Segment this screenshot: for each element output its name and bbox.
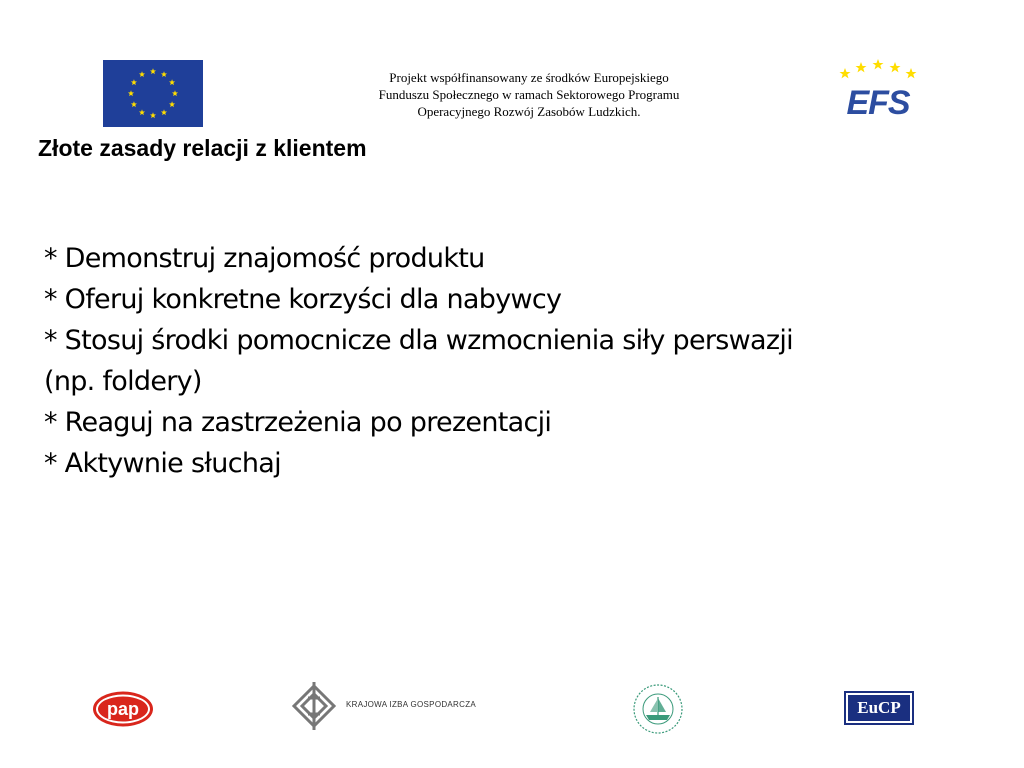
efs-logo-icon	[828, 58, 928, 122]
efs-logo-text: EFS	[846, 84, 910, 122]
eu-flag-icon	[103, 60, 203, 127]
eu-star-icon	[161, 109, 167, 115]
eu-star-icon	[131, 79, 137, 85]
kig-logo-text: KRAJOWA IZBA GOSPODARCZA	[346, 700, 477, 709]
sgh-seal-icon	[632, 683, 684, 735]
project-funding-text	[300, 69, 758, 120]
eu-star-icon	[150, 68, 156, 74]
bullet-item: * Reaguj na zastrzeżenia po prezentacji	[44, 407, 552, 438]
bullet-item: * Oferuj konkretne korzyści dla nabywcy	[44, 284, 562, 315]
eu-star-icon	[139, 109, 145, 115]
eu-star-icon	[172, 90, 178, 96]
bullet-item: * Stosuj środki pomocnicze dla wzmocnienia siły perswazji	[44, 325, 793, 356]
project-line: Funduszu Społecznego w ramach Sektorowego Programu	[378, 87, 680, 102]
eu-star-icon	[139, 71, 145, 77]
eu-star-icon	[128, 90, 134, 96]
eu-star-icon	[150, 112, 156, 118]
eu-star-icon	[131, 101, 137, 107]
eu-star-icon	[161, 71, 167, 77]
project-line: Operacyjnego Rozwój Zasobów Ludzkich.	[417, 104, 641, 119]
eucp-logo-text: EuCP	[848, 695, 910, 721]
slide-title: Złote zasady relacji z klientem	[38, 135, 367, 161]
bullet-list	[44, 238, 1004, 484]
project-line: Projekt współfinansowany ze środków Europejskiego	[389, 70, 669, 85]
pap-logo-text: pap	[106, 699, 140, 719]
bullet-item: * Demonstruj znajomość produktu	[44, 243, 485, 274]
bullet-item: * Aktywnie słuchaj	[44, 448, 281, 479]
eu-star-icon	[169, 101, 175, 107]
pap-logo-icon	[92, 690, 154, 728]
eu-star-icon	[169, 79, 175, 85]
bullet-item: (np. foldery)	[44, 366, 202, 397]
eucp-logo-icon	[844, 691, 914, 725]
kig-logo-icon	[288, 682, 500, 730]
